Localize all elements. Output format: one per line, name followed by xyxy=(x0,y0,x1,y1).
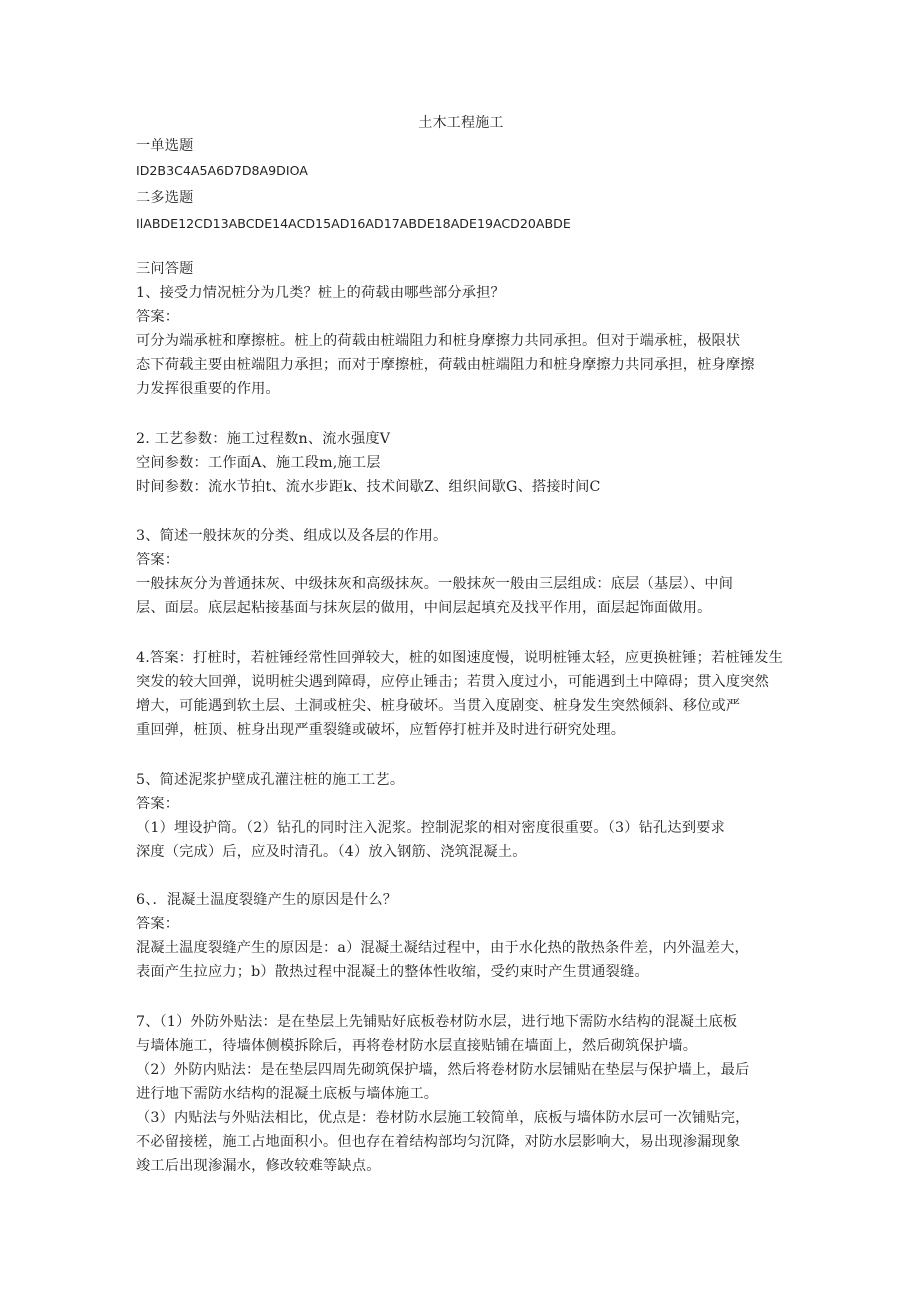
q6-answer-label: 答案： xyxy=(136,916,180,932)
q7-line: 进行地下需防水结构的混凝土底板与墙体施工。 xyxy=(136,1086,439,1102)
q7-line: 7、（1）外防外贴法：是在垫层上先铺贴好底板卷材防水层，进行地下需防水结构的混凝土底板 xyxy=(136,1014,738,1030)
single-choice-answers: ID2B3C4A5A6D7D8A9DIOA xyxy=(136,163,308,178)
q6-answer-line: 表面产生拉应力；b）散热过程中混凝土的整体性收缩，受约束时产生贯通裂缝。 xyxy=(136,964,649,980)
q1-answer-label: 答案： xyxy=(136,309,180,325)
q1-answer-line: 态下荷载主要由桩端阻力承担；而对于摩擦桩，荷载由桩端阻力和桩身摩擦力共同承担，桩身摩擦 xyxy=(136,357,755,373)
q7-line: （3）内贴法与外贴法相比，优点是：卷材防水层施工较简单，底板与墙体防水层可一次铺贴完， xyxy=(136,1110,750,1126)
q3-answer-line: 层、面层。底层起粘接基面与抹灰层的做用，中间层起填充及找平作用，面层起饰面做用。 xyxy=(136,600,712,616)
q5-question: 5、简述泥浆护壁成孔灌注桩的施工工艺。 xyxy=(136,772,405,788)
q3-question: 3、简述一般抹灰的分类、组成以及各层的作用。 xyxy=(136,528,448,544)
q7-line: 与墙体施工，待墙体侧模拆除后，再将卷材防水层直接贴铺在墙面上，然后砌筑保护墙。 xyxy=(136,1038,698,1054)
single-choice-heading: 一单选题 xyxy=(136,138,194,154)
multi-choice-heading: 二多选题 xyxy=(136,190,194,206)
q5-answer-line: 深度（完成）后，应及时清孔。（4）放入钢筋、浇筑混凝土。 xyxy=(136,844,527,860)
q3-answer-line: 一般抹灰分为普通抹灰、中级抹灰和高级抹灰。一般抹灰一般由三层组成：底层（基层）、中间 xyxy=(136,576,734,592)
multi-choice-answers: IlABDE12CD13ABCDE14ACD15AD16AD17ABDE18ADE19ACD20ABDE xyxy=(136,216,571,231)
q5-answer-line: （1）埋设护筒。（2）钻孔的同时注入泥浆。控制泥浆的相对密度很重要。（3）钻孔达到要求 xyxy=(136,820,725,836)
q2-line: 2. 工艺参数：施工过程数n、流水强度V xyxy=(136,431,391,447)
q6-answer-line: 混凝土温度裂缝产生的原因是：a）混凝土凝结过程中，由于水化热的散热条件差，内外温差大， xyxy=(136,940,749,956)
q7-line: 竣工后出现渗漏水，修改较难等缺点。 xyxy=(136,1158,381,1174)
qa-heading: 三问答题 xyxy=(136,261,194,277)
q4-line: 增大，可能遇到软土层、土洞或桩尖、桩身破坏。当贯入度剧变、桩身发生突然倾斜、移位或严 xyxy=(136,698,741,714)
q2-line: 空间参数：工作面A、施工段m,施工层 xyxy=(136,455,381,471)
q6-question: 6、．混凝土温度裂缝产生的原因是什么？ xyxy=(136,892,398,908)
q4-line: 突发的较大回弹，说明桩尖遇到障碍，应停止锤击；若贯入度过小，可能遇到土中障碍；贯入度突然 xyxy=(136,674,770,690)
q5-answer-label: 答案： xyxy=(136,796,180,812)
q2-line: 时间参数：流水节拍t、流水步距k、技术间歇Z、组织间歇G、搭接时间C xyxy=(136,479,601,495)
q1-question: 1、接受力情况桩分为几类？桩上的荷载由哪些部分承担？ xyxy=(136,285,505,301)
q7-line: （2）外防内贴法：是在垫层四周先砌筑保护墙，然后将卷材防水层铺贴在垫层与保护墙上，最后 xyxy=(136,1062,750,1078)
q1-answer-line: 可分为端承桩和摩擦桩。桩上的荷载由桩端阻力和桩身摩擦力共同承担。但对于端承桩，极限状 xyxy=(136,333,741,349)
q3-answer-label: 答案： xyxy=(136,552,180,568)
q7-line: 不必留接槎，施工占地面积小。但也存在着结构部均匀沉降，对防水层影响大，易出现渗漏现象 xyxy=(136,1134,741,1150)
document-title: 土木工程施工 xyxy=(418,115,504,131)
q4-line: 重回弹，桩顶、桩身出现严重裂缝或破坏，应暂停打桩并及时进行研究处理。 xyxy=(136,722,626,738)
q1-answer-line: 力发挥很重要的作用。 xyxy=(136,381,280,397)
q4-line: 4.答案：打桩时，若桩锤经常性回弹较大，桩的如图速度慢，说明桩锤太轻，应更换桩锤；若桩锤发生 xyxy=(136,650,783,666)
